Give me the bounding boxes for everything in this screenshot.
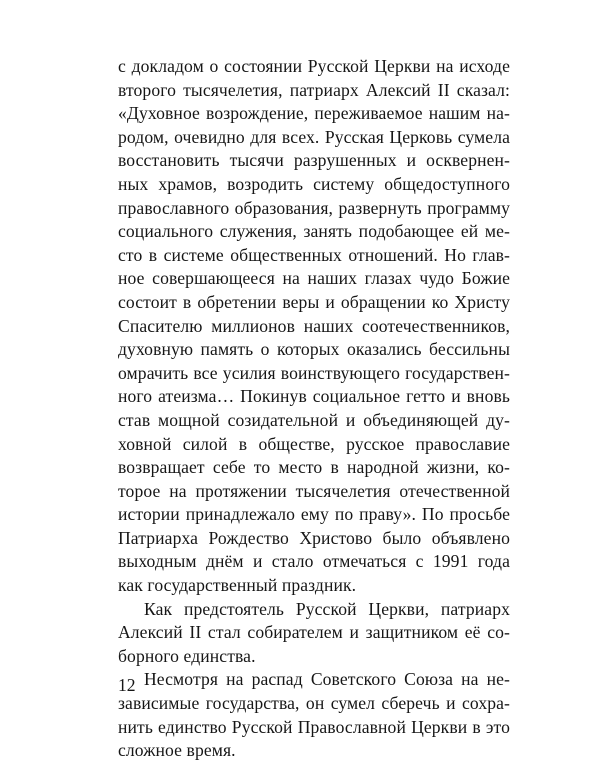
text-line: Патриарха Рождество Христово было объявлено bbox=[118, 527, 510, 548]
paragraph-2 bbox=[118, 598, 510, 669]
text-line: Несмотря на распад Советского Союза на не- bbox=[144, 669, 510, 690]
text-line: нить единство Русской Православной Церкви в это bbox=[118, 716, 510, 737]
text-line: ховной силой в обществе, русское православие bbox=[118, 433, 510, 454]
text-line: сложное время. bbox=[118, 740, 236, 761]
page-number: 12 bbox=[118, 675, 136, 695]
text-line: зависимые государства, он сумел сберечь и сохра- bbox=[118, 693, 510, 714]
text-line: второго тысячелетия, патриарх Алексий II сказал: bbox=[118, 79, 510, 100]
text-line: социального служения, занять подобающее ей ме- bbox=[118, 221, 510, 242]
text-line: омрачить все усилия воинствующего государствен- bbox=[118, 362, 510, 383]
text-line: восстановить тысячи разрушенных и осквернен- bbox=[118, 150, 510, 171]
paragraph-3 bbox=[118, 668, 510, 762]
text-line: торое на протяжении тысячелетия отечественной bbox=[118, 480, 510, 501]
text-line: ное совершающееся на наших глазах чудо Божие bbox=[118, 268, 510, 289]
text-line: став мощной созидательной и объединяющей ду- bbox=[118, 409, 510, 430]
text-line: Алексий II стал собирателем и защитником её со- bbox=[118, 622, 510, 643]
text-line: ных храмов, возродить систему общедоступного bbox=[118, 173, 510, 194]
text-line: сто в системе общественных отношений. Но глав- bbox=[118, 244, 510, 265]
text-line: состоит в обретении веры и обращении ко Христу bbox=[118, 291, 510, 312]
paragraph-1 bbox=[118, 55, 510, 598]
text-line: «Духовное возрождение, переживаемое нашим на- bbox=[118, 103, 510, 124]
text-line: ного атеизма… Покинув социальное гетто и вновь bbox=[118, 386, 510, 407]
text-line: родом, очевидно для всех. Русская Церковь сумела bbox=[118, 126, 510, 147]
text-line: Спасителю миллионов наших соотечественников, bbox=[118, 315, 510, 336]
text-line: с докладом о состоянии Русской Церкви на исходе bbox=[118, 56, 510, 76]
text-line: возвращает себе то место в народной жизни, ко- bbox=[118, 457, 510, 478]
body-text bbox=[118, 55, 510, 763]
text-line: выходным днём и стало отмечаться с 1991 года bbox=[118, 551, 510, 572]
text-line: борного единства. bbox=[118, 645, 256, 666]
text-line: истории принадлежало ему по праву». По просьбе bbox=[118, 504, 510, 525]
text-line: как государственный праздник. bbox=[118, 575, 357, 596]
text-line: духовную память о которых оказались бессильны bbox=[118, 339, 510, 360]
text-line: Как предстоятель Русской Церкви, патриарх bbox=[144, 598, 510, 619]
text-line: православного образования, развернуть программу bbox=[118, 197, 510, 218]
